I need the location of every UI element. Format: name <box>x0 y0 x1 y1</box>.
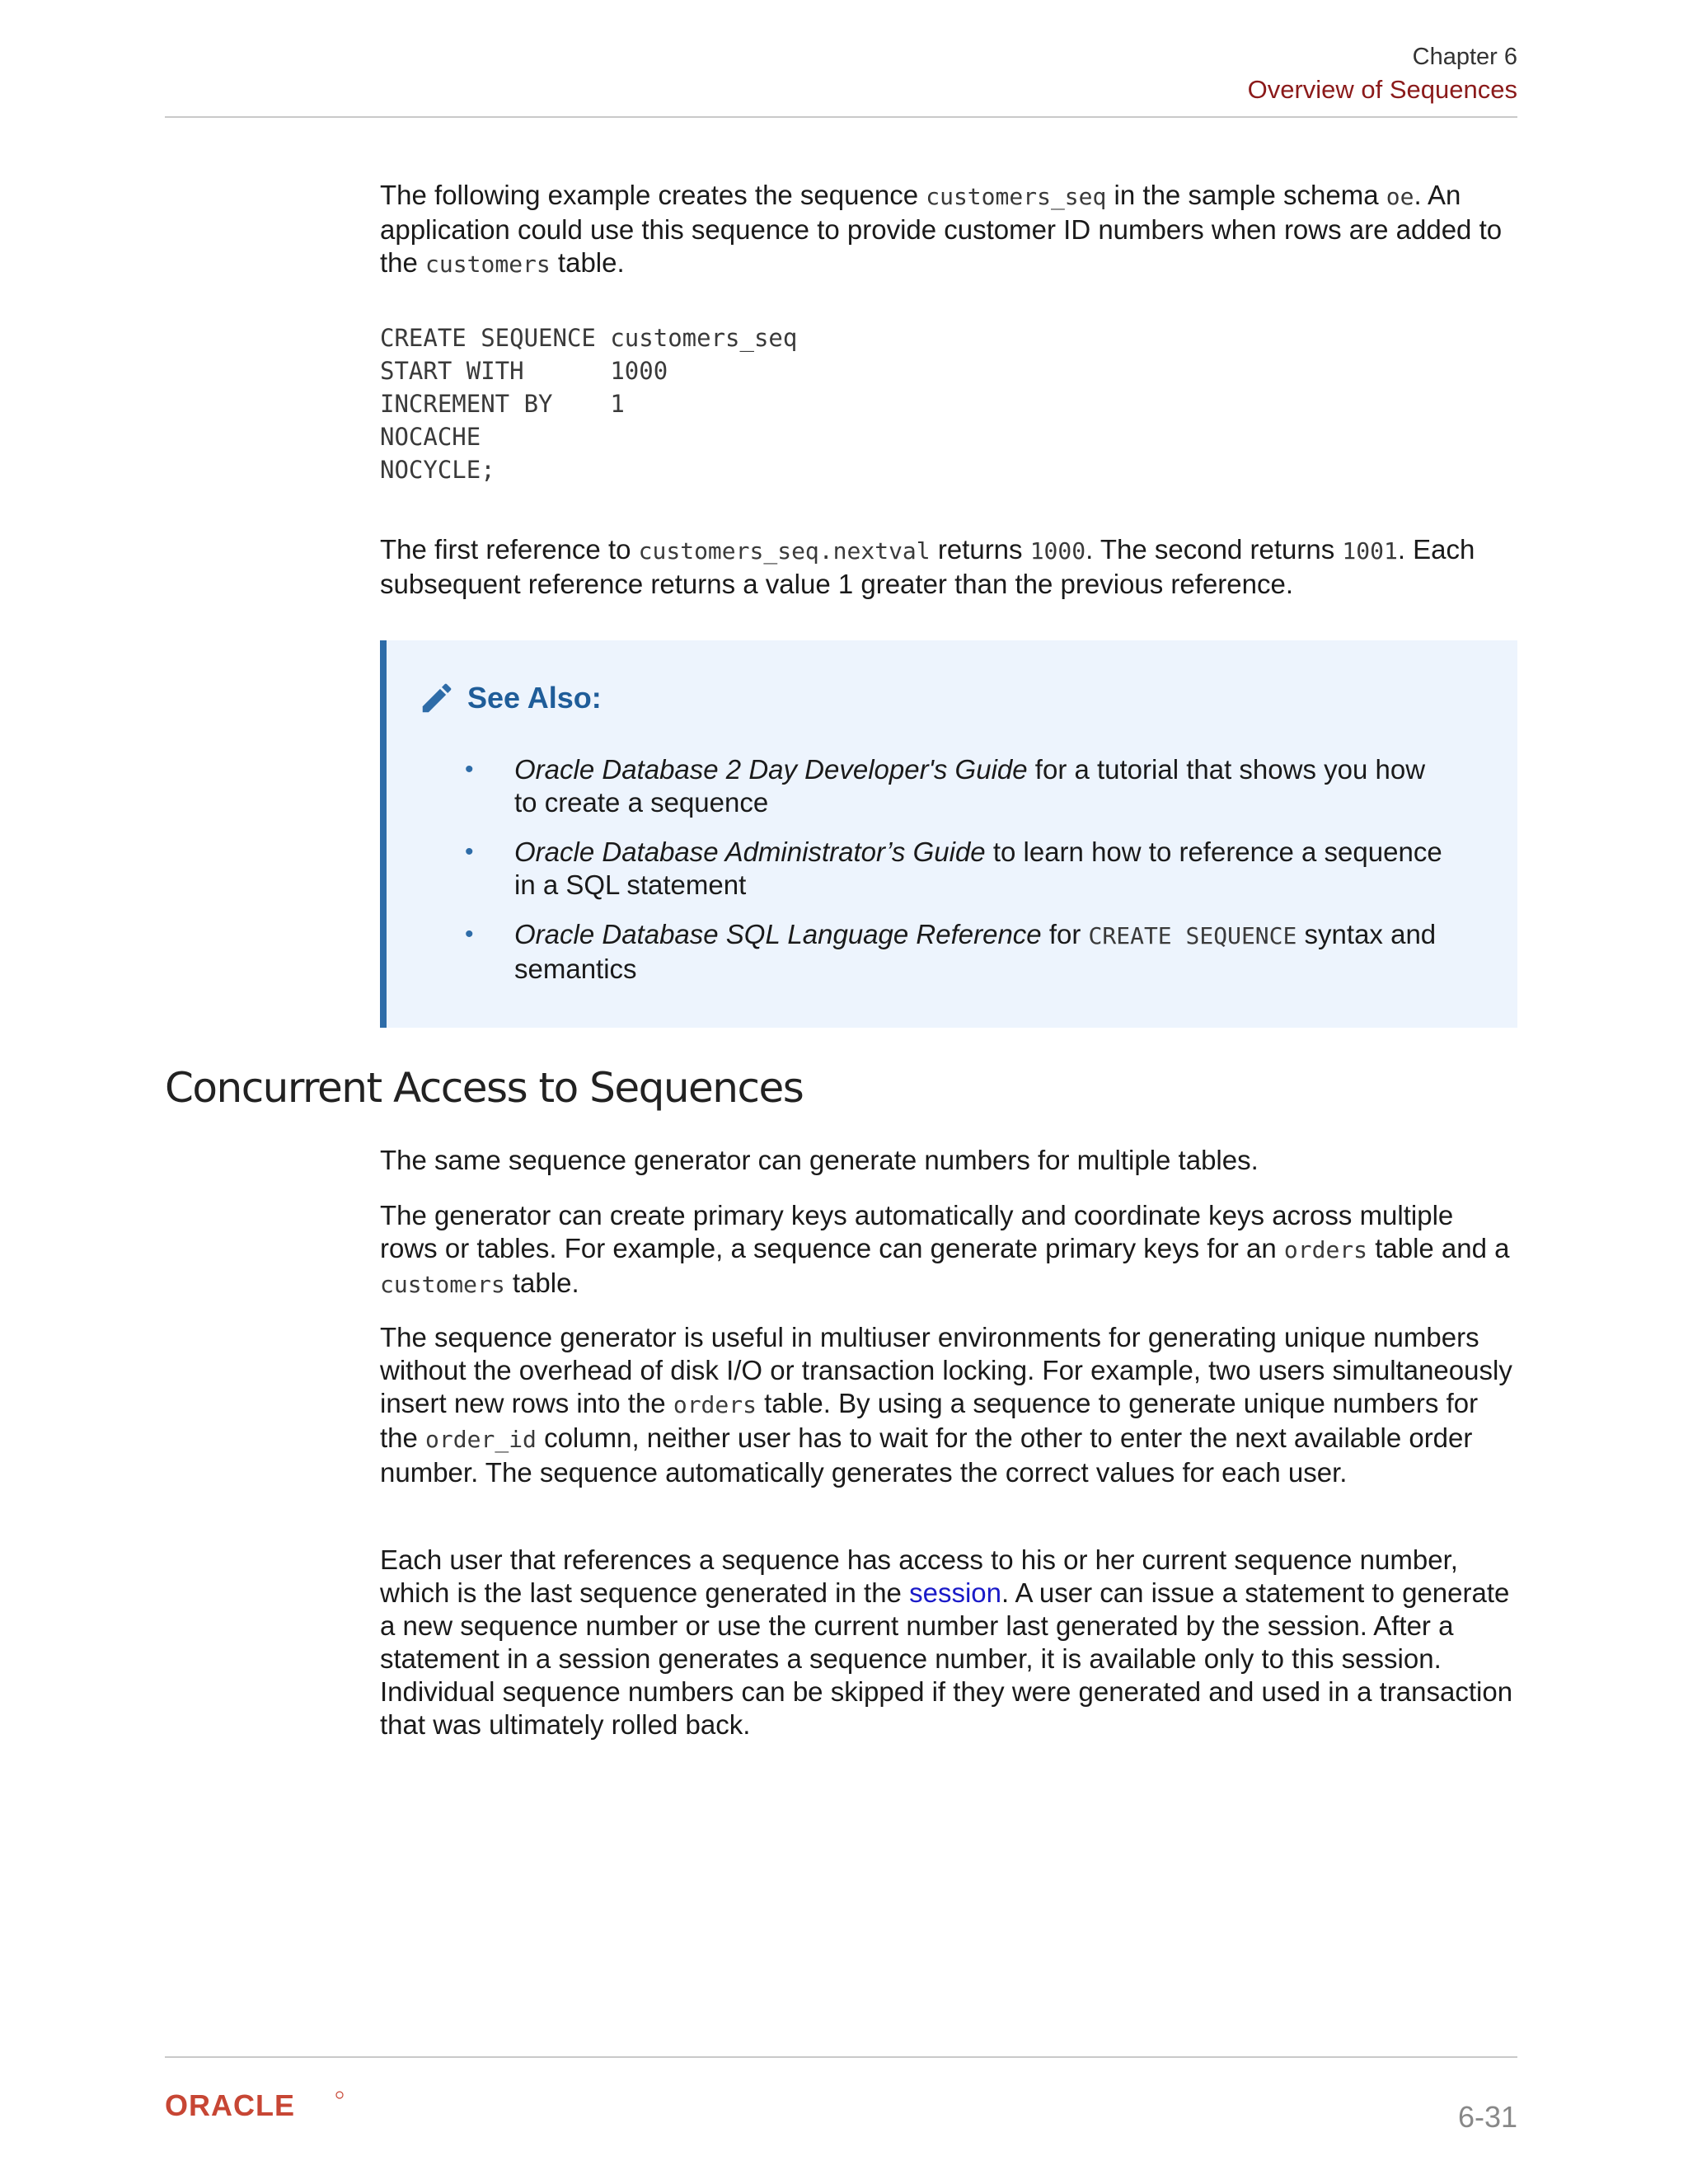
inline-code: orders <box>673 1391 757 1418</box>
pencil-icon <box>418 679 456 717</box>
inline-code: customers <box>425 251 551 278</box>
paragraph <box>380 1321 1517 1489</box>
book-title: Oracle Database Administrator’s Guide <box>514 837 986 867</box>
section-label: Overview of Sequences <box>1247 75 1517 104</box>
inline-code: 1001 <box>1342 537 1398 565</box>
list-item <box>465 918 1454 986</box>
inline-code: oe <box>1386 183 1414 210</box>
text-run: . The second returns <box>1085 534 1343 565</box>
inline-code: customers_seq <box>926 183 1107 210</box>
text-run: in the sample schema <box>1106 180 1386 210</box>
paragraph <box>380 1544 1517 1741</box>
inline-code: customers_seq.nextval <box>638 537 931 565</box>
bullet-icon: • <box>465 921 474 948</box>
text-run: table and a <box>1367 1233 1510 1263</box>
svg-text:ORACLE: ORACLE <box>165 2090 295 2121</box>
bullet-icon: • <box>465 838 474 865</box>
text-run: syntax and semantics <box>514 919 1437 984</box>
list-item <box>465 753 1454 819</box>
text-run: . An application could use this sequence to provide customer ID numbers when rows are added to the <box>380 180 1503 278</box>
text-run: table. <box>504 1268 579 1298</box>
footer-divider <box>165 2056 1517 2058</box>
text-run: column, neither user has to wait for the other to enter the next available order number. The sequence automatically generates the correct values for each user. <box>380 1422 1473 1488</box>
running-header <box>1248 41 1517 107</box>
text-run: returns <box>930 534 1030 565</box>
text-run: Each user that references a sequence has access to his or her current sequence number, which is the last sequence generated in the <box>380 1544 1458 1608</box>
text-run: table. <box>550 247 625 278</box>
inline-code: orders <box>1283 1236 1368 1263</box>
section-heading: Concurrent Access to Sequences <box>165 1064 804 1112</box>
inline-code: customers <box>380 1271 505 1298</box>
see-also-list <box>465 753 1454 1002</box>
book-title: Oracle Database SQL Language Reference <box>514 919 1042 949</box>
text-run: . A user can issue a statement to generate a new sequence number or use the current number last generated by the session. After a statement in a session generates a sequence number, it is available only to this session. Individual sequence numbers can be skipped if they were generated and used in a transaction that was ultimately rolled back. <box>380 1577 1513 1740</box>
session-link[interactable]: session <box>909 1577 1001 1608</box>
inline-code: order_id <box>425 1426 537 1453</box>
text-run: The following example creates the sequence <box>380 180 926 210</box>
text-run: table. By using a sequence to generate unique numbers for the <box>380 1388 1479 1453</box>
paragraph: The same sequence generator can generate numbers for multiple tables. <box>380 1145 1259 1175</box>
see-also-note <box>380 640 1517 1028</box>
book-title: Oracle Database 2 Day Developer's Guide <box>514 754 1028 785</box>
text-run: The sequence generator is useful in multiuser environments for generating unique numbers without the overhead of disk I/O or transaction locking. For example, two users simultaneously insert new rows into the <box>380 1322 1512 1418</box>
list-item <box>465 836 1454 902</box>
text-run: for <box>1041 919 1089 949</box>
paragraph <box>380 1199 1517 1301</box>
code-example: CREATE SEQUENCE customers_seq START WITH 1000 INCREMENT BY 1 NOCACHE NOCYCLE; <box>380 324 798 484</box>
inline-code: 1000 <box>1029 537 1086 565</box>
nextval-paragraph <box>380 533 1517 601</box>
see-also-header <box>418 679 602 717</box>
see-also-title: See Also: <box>467 681 602 715</box>
text-run: The first reference to <box>380 534 639 565</box>
text-run: The generator can create primary keys automatically and coordinate keys across multiple rows or tables. For example, a sequence can generate primary keys for an <box>380 1200 1454 1263</box>
inline-code: CREATE SEQUENCE <box>1088 922 1297 949</box>
text-run: . Each subsequent reference returns a value 1 greater than the previous reference. <box>380 534 1475 599</box>
text-run: to learn how to reference a sequence in a SQL statement <box>514 837 1442 900</box>
chapter-label: Chapter 6 <box>1412 44 1517 70</box>
text-run: for a tutorial that shows you how to create a sequence <box>514 754 1426 818</box>
oracle-logo <box>165 2090 346 2121</box>
intro-paragraph <box>380 179 1517 281</box>
header-divider <box>165 116 1517 118</box>
page-number: 6-31 <box>1457 2100 1517 2134</box>
bullet-icon: • <box>465 756 474 783</box>
